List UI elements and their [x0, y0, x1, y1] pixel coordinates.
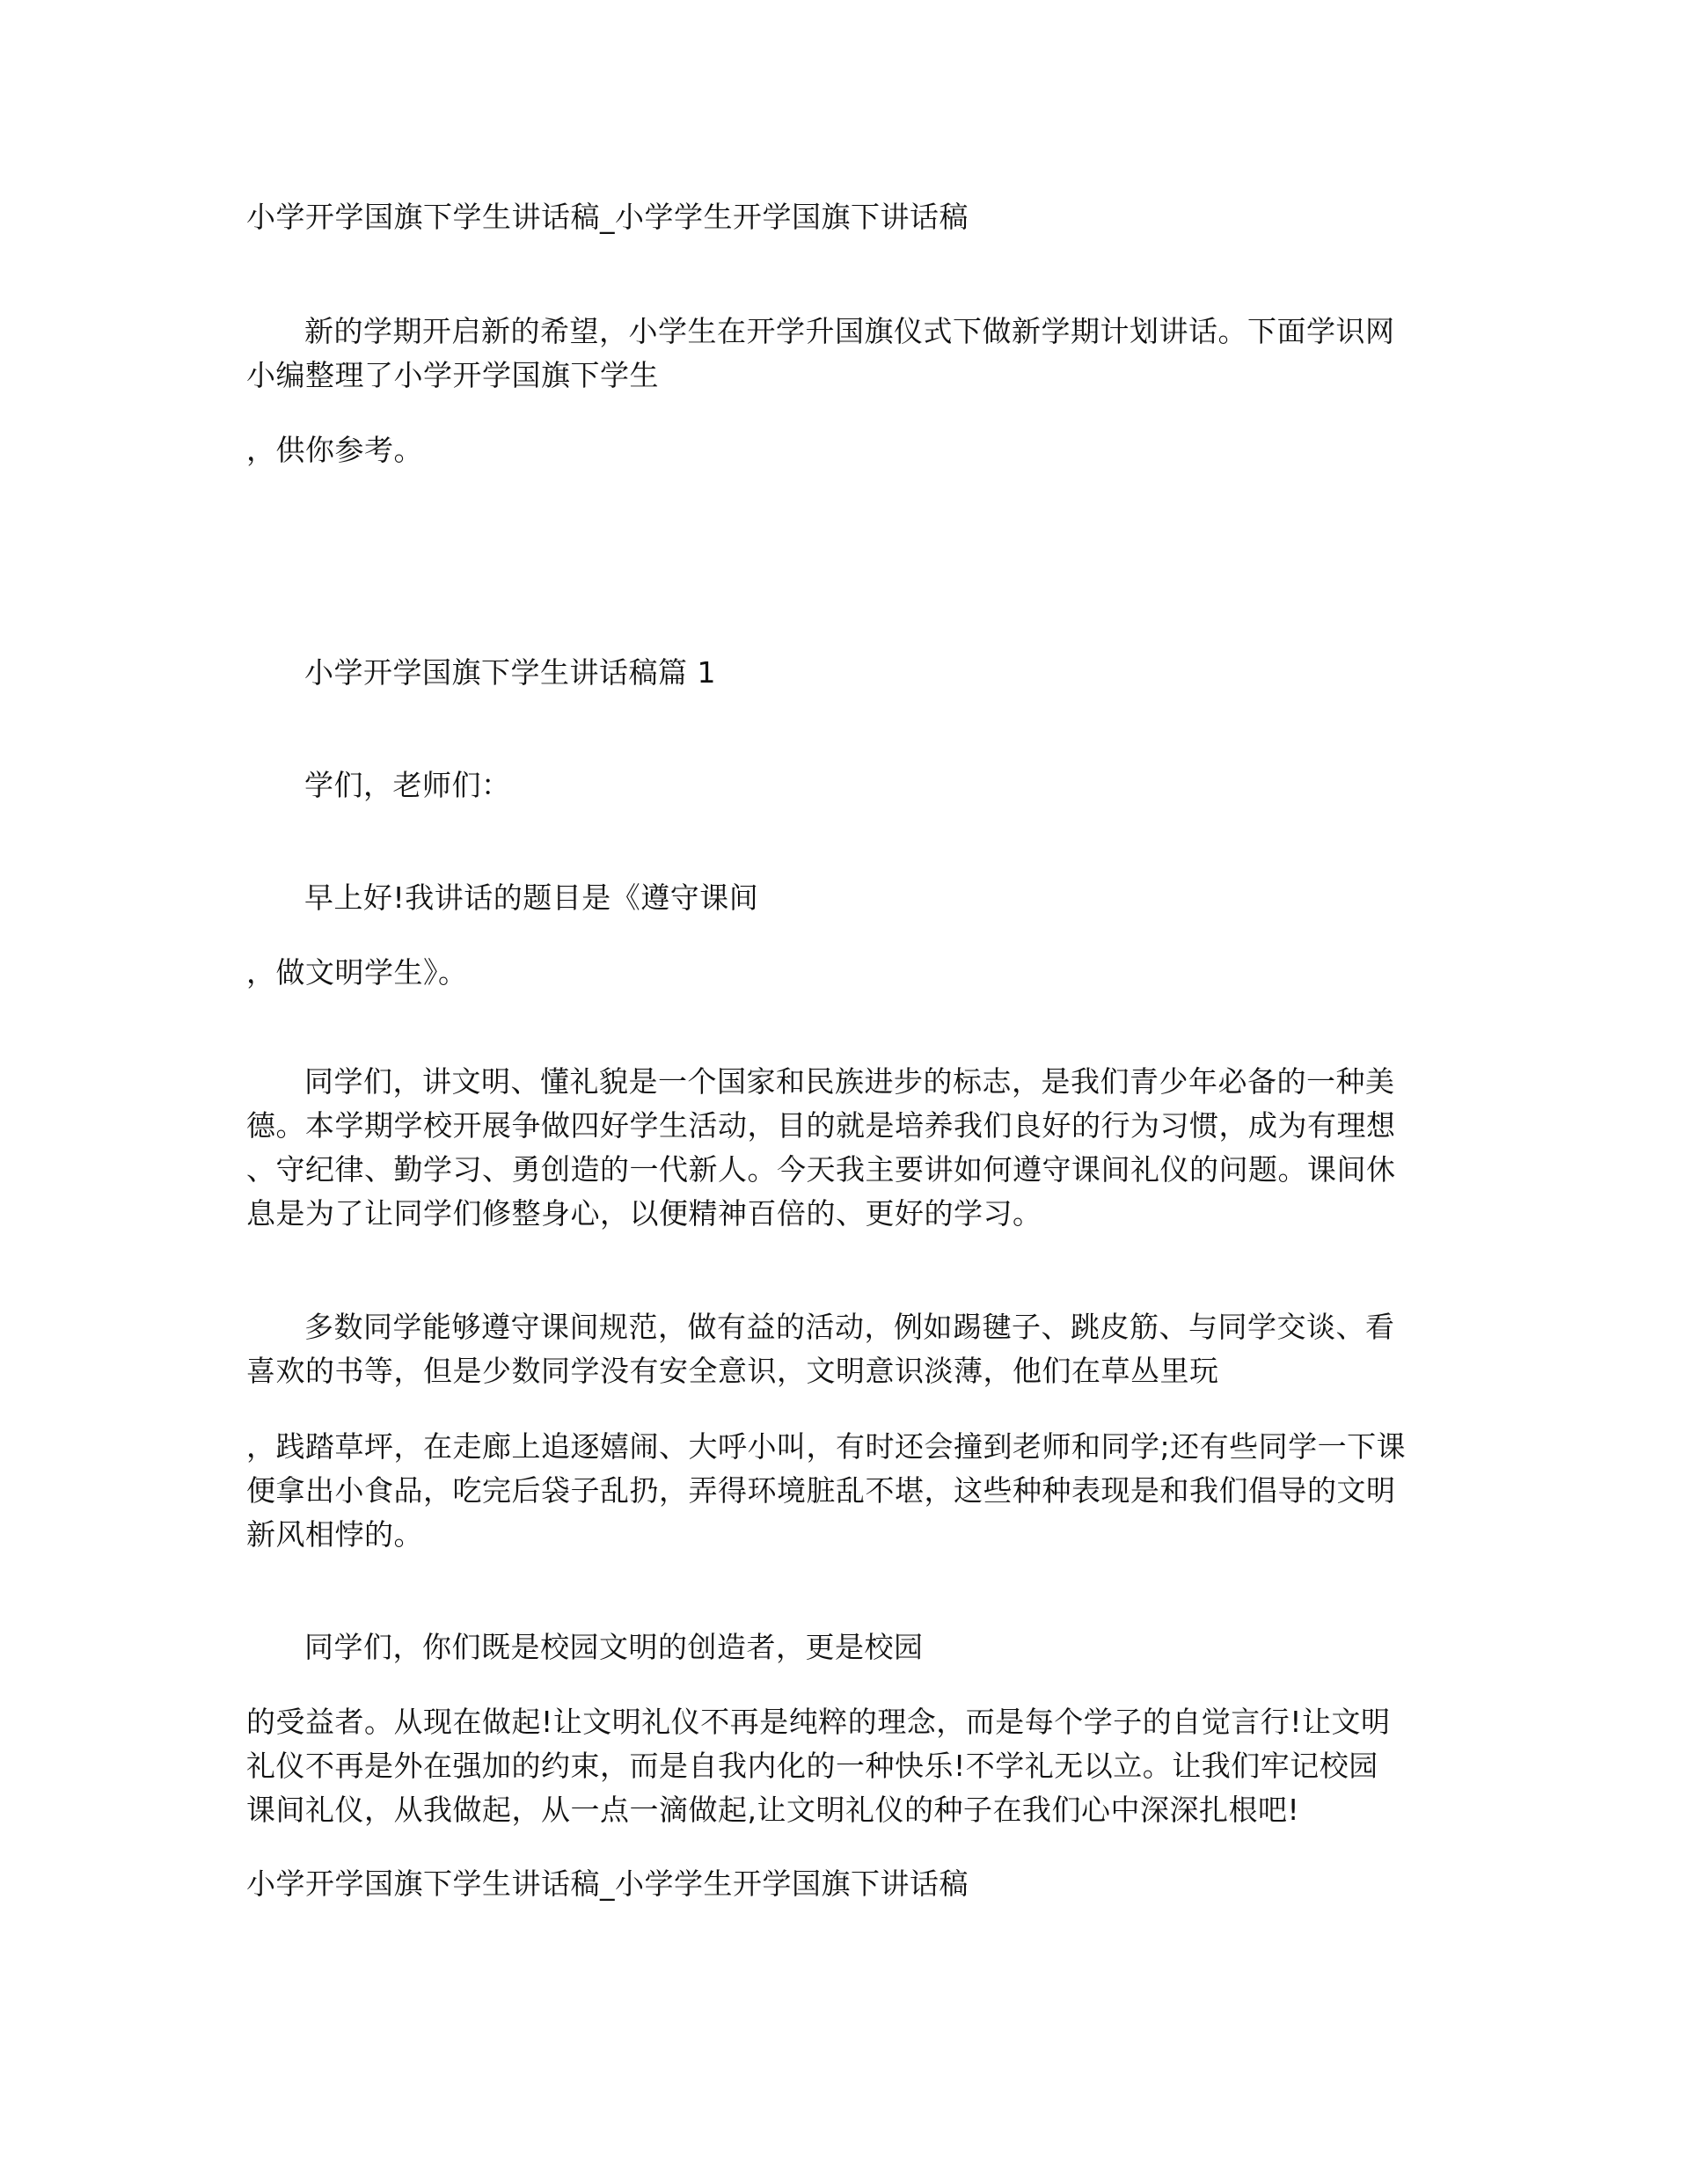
document-header-title: 小学开学国旗下学生讲话稿_小学学生开学国旗下讲话稿 [246, 200, 969, 234]
section-title: 小学开学国旗下学生讲话稿篇 1 [304, 655, 716, 690]
intro-line: ，供你参考。 [246, 433, 423, 467]
document-footer-title: 小学开学国旗下学生讲话稿_小学学生开学国旗下讲话稿 [246, 1866, 969, 1901]
paragraph-line: ，践踏草坪，在走廊上追逐嬉闹、大呼小叫，有时还会撞到老师和同学;还有些同学一下课 [246, 1429, 1407, 1464]
paragraph-line: 德。本学期学校开展争做四好学生活动，目的就是培养我们良好的行为习惯，成为有理想 [246, 1108, 1396, 1143]
opening-line: 早上好!我讲话的题目是《遵守课间 [304, 880, 759, 915]
paragraph-line: 喜欢的书等，但是少数同学没有安全意识，文明意识淡薄，他们在草丛里玩 [246, 1354, 1219, 1388]
paragraph-line: 同学们，你们既是校园文明的创造者，更是校园 [304, 1630, 924, 1664]
opening-line: ，做文明学生》。 [246, 955, 468, 990]
paragraph-line: 同学们，讲文明、懂礼貌是一个国家和民族进步的标志，是我们青少年必备的一种美 [304, 1064, 1395, 1099]
paragraph-line: 课间礼仪，从我做起，从一点一滴做起,让文明礼仪的种子在我们心中深深扎根吧! [246, 1793, 1300, 1827]
paragraph-line: 礼仪不再是外在强加的约束，而是自我内化的一种快乐!不学礼无以立。让我们牢记校园 [246, 1749, 1378, 1783]
paragraph-line: 新风相悖的。 [246, 1517, 423, 1552]
intro-line: 小编整理了小学开学国旗下学生 [246, 358, 659, 392]
greeting: 学们，老师们： [304, 768, 511, 802]
paragraph-line: 便拿出小食品，吃完后袋子乱扔，弄得环境脏乱不堪，这些种种表现是和我们倡导的文明 [246, 1473, 1396, 1508]
paragraph-line: 的受益者。从现在做起!让文明礼仪不再是纯粹的理念，而是每个学子的自觉言行!让文明 [246, 1705, 1391, 1739]
paragraph-line: 、守纪律、勤学习、勇创造的一代新人。今天我主要讲如何遵守课间礼仪的问题。课间休 [246, 1152, 1396, 1187]
intro-line: 新的学期开启新的希望，小学生在开学升国旗仪式下做新学期计划讲话。下面学识网 [304, 314, 1395, 348]
paragraph-line: 多数同学能够遵守课间规范，做有益的活动，例如踢毽子、跳皮筋、与同学交谈、看 [304, 1310, 1395, 1344]
paragraph-line: 息是为了让同学们修整身心，以便精神百倍的、更好的学习。 [246, 1196, 1042, 1231]
